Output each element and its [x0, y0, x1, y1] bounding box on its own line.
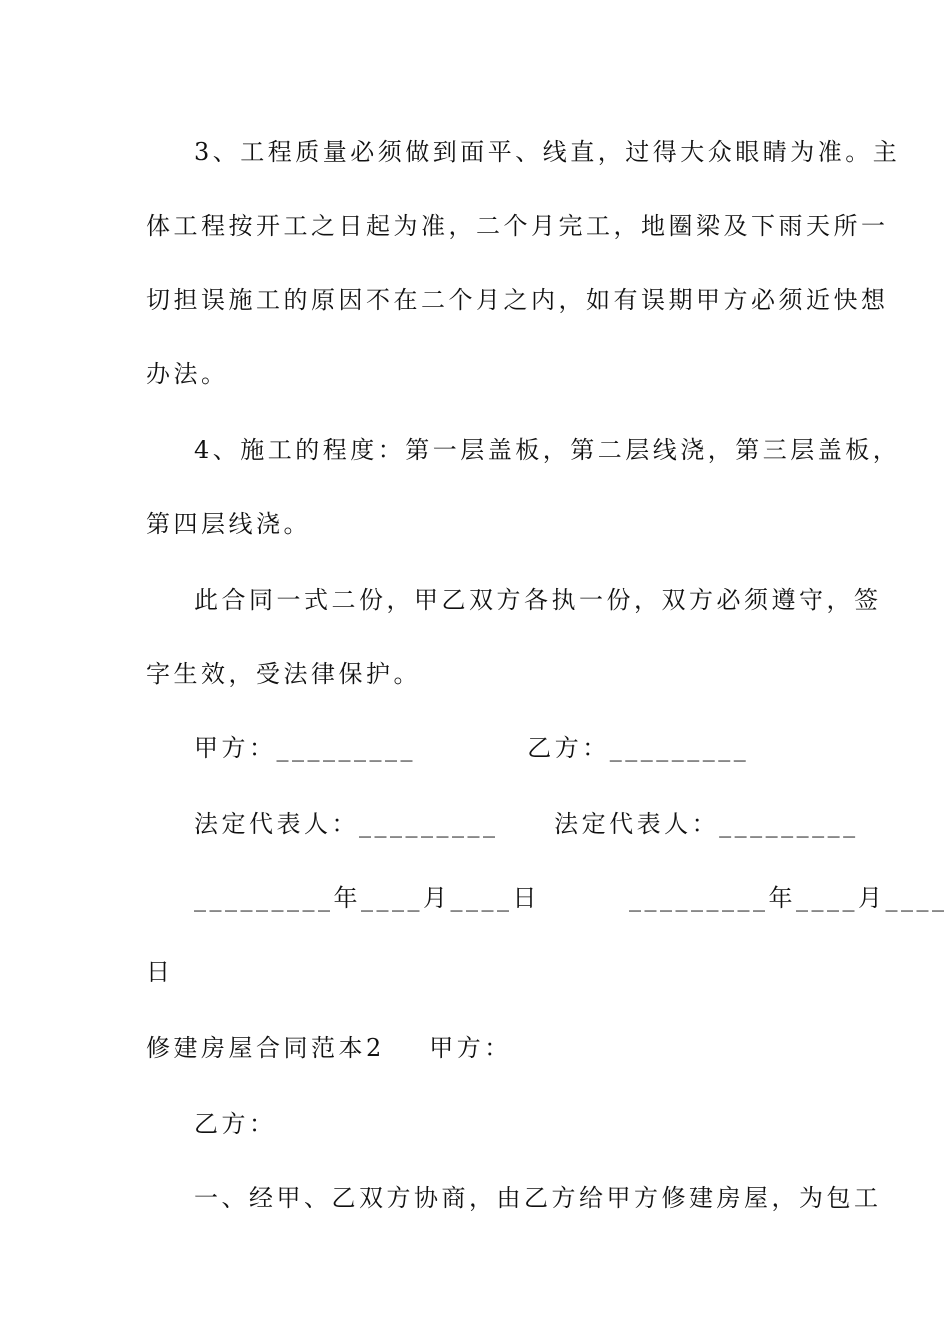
clause-4-line-1: 4、施工的程度：第一层盖板，第二层线浇，第三层盖板，: [194, 436, 901, 464]
clause-4-line-2: 第四层线浇。: [146, 510, 311, 538]
legal-representative-line: 法定代表人：_________ 法定代表人：_________: [194, 810, 859, 838]
clause-1-line-1: 一、经甲、乙双方协商，由乙方给甲方修建房屋，为包工: [194, 1184, 882, 1212]
date-line: _________年____月____日 _________年____月____: [194, 884, 948, 912]
clause-3-line-3: 切担误施工的原因不在二个月之内，如有误期甲方必须近快想: [146, 286, 889, 314]
party-signature-line: 甲方：_________ 乙方：_________: [194, 734, 750, 762]
copies-clause-line-2: 字生效，受法律保护。: [146, 660, 421, 688]
clause-3-line-1: 3、工程质量必须做到面平、线直，过得大众眼睛为准。主: [194, 138, 901, 166]
copies-clause-line-1: 此合同一式二份，甲乙双方各执一份，双方必须遵守，签: [194, 586, 882, 614]
party-b-label: 乙方：: [194, 1110, 277, 1138]
section-title-contract-2: 修建房屋合同范本2 甲方：: [146, 1034, 512, 1062]
date-line-continued: 日: [146, 958, 174, 986]
clause-3-line-2: 体工程按开工之日起为准，二个月完工，地圈梁及下雨天所一: [146, 212, 889, 240]
clause-3-line-4: 办法。: [146, 360, 229, 388]
